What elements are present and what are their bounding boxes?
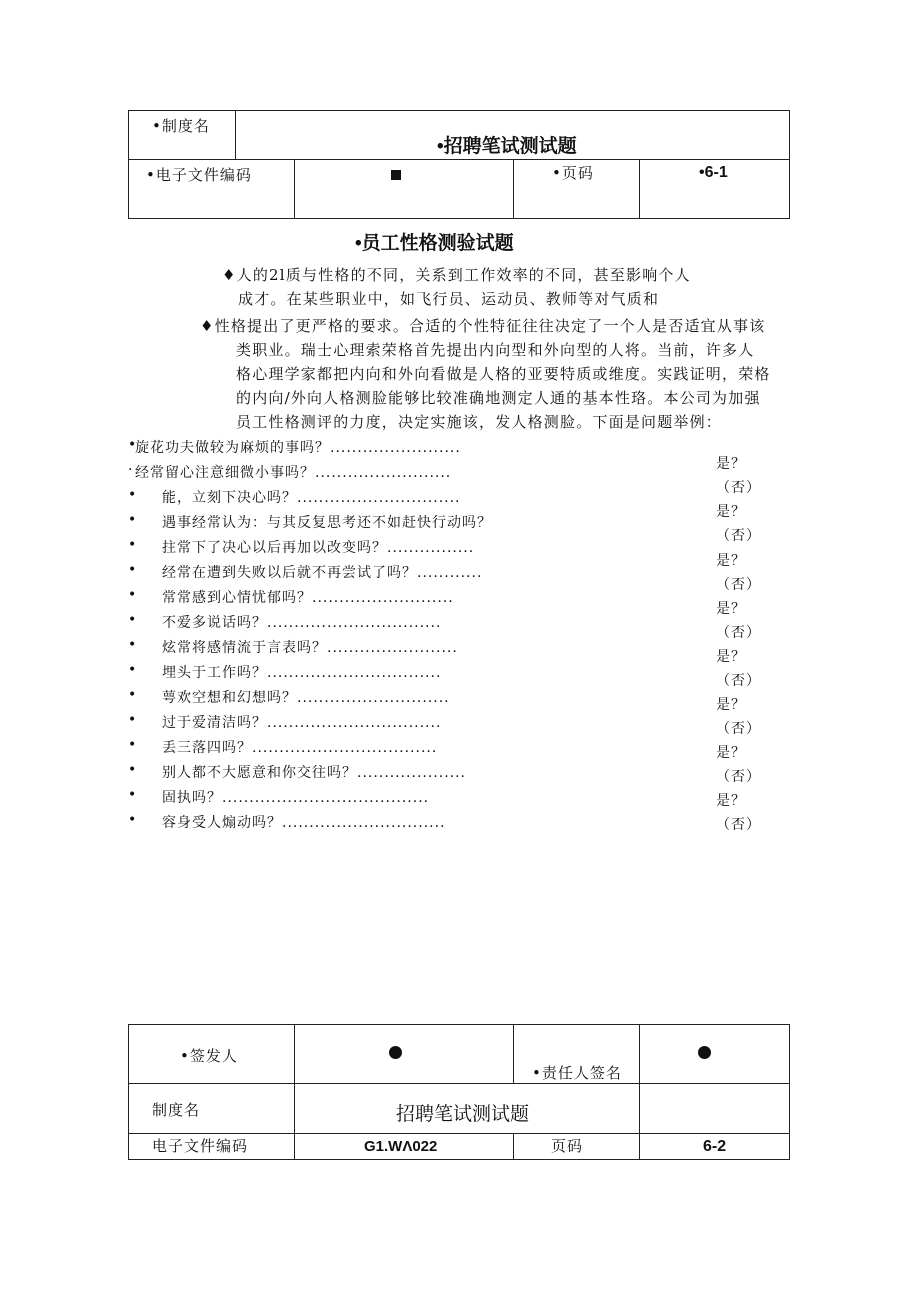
answer-no: （否） bbox=[716, 817, 761, 833]
header-table-divider bbox=[639, 159, 640, 219]
question-bullet: • bbox=[128, 662, 137, 678]
question-bullet: • bbox=[128, 437, 137, 453]
question-bullet: • bbox=[128, 512, 137, 528]
question-bullet: • bbox=[128, 687, 137, 703]
question-text: 拄常下了决心以后再加以改变吗？................ bbox=[162, 540, 475, 556]
page-number-value: •6-1 bbox=[699, 164, 728, 181]
question-text: 丢三落四吗？.................................. bbox=[162, 740, 438, 756]
footer-table-divider bbox=[128, 1133, 790, 1134]
header-table-divider bbox=[513, 159, 514, 219]
question-bullet: • bbox=[128, 637, 137, 653]
question-text: 常常感到心情忧郁吗？.......................... bbox=[162, 590, 454, 606]
page-number-label: •页码 bbox=[552, 164, 594, 182]
question-bullet: • bbox=[128, 787, 137, 803]
policy-title: 招聘笔试测试题 bbox=[396, 1104, 530, 1125]
question-text: 炫常将感情流于言表吗？........................ bbox=[162, 640, 458, 656]
answer-yes: 是？ bbox=[716, 553, 746, 569]
question-bullet: • bbox=[128, 487, 137, 503]
question-text: 旋花功夫做较为麻烦的事吗？........................ bbox=[135, 440, 461, 456]
answer-no: （否） bbox=[716, 769, 761, 785]
page-number-label: 页码 bbox=[551, 1137, 584, 1155]
header-table-divider bbox=[128, 159, 790, 160]
answer-yes: 是？ bbox=[716, 504, 746, 520]
question-bullet: • bbox=[128, 812, 137, 828]
intro-line: 员工性格测评的力度，决定实施该，发人格测脸。下面是问题举例： bbox=[236, 413, 723, 431]
answer-no: （否） bbox=[716, 480, 761, 496]
question-bullet: • bbox=[128, 737, 137, 753]
file-code-label: 电子文件编码 bbox=[152, 1137, 249, 1155]
footer-table-divider bbox=[128, 1083, 790, 1084]
answer-no: （否） bbox=[716, 673, 761, 689]
intro-line: 成才。在某些职业中，如飞行员、运动员、教师等对气质和 bbox=[238, 290, 660, 308]
answer-no: （否） bbox=[716, 721, 761, 737]
answer-yes: 是？ bbox=[716, 456, 746, 472]
question-bullet: • bbox=[128, 587, 137, 603]
question-text: 不爱多说话吗？................................ bbox=[162, 615, 442, 631]
question-bullet: • bbox=[128, 762, 137, 778]
question-bullet: • bbox=[128, 712, 137, 728]
intro-line: 格心理学家都把内向和外向看做是人格的亚要特质或维度。实践证明，荣格 bbox=[236, 365, 771, 383]
footer-table-divider bbox=[294, 1024, 295, 1160]
question-bullet: • bbox=[128, 537, 137, 553]
question-text: 能，立刻下决心吗？.............................. bbox=[162, 490, 461, 506]
question-text: 固执吗？...................................... bbox=[162, 790, 430, 806]
answer-yes: 是？ bbox=[716, 697, 746, 713]
answer-yes: 是？ bbox=[716, 601, 746, 617]
file-code-value: G1.WΛ022 bbox=[364, 1138, 438, 1155]
footer-table-divider bbox=[513, 1133, 514, 1160]
question-bullet: · bbox=[128, 462, 133, 478]
header-table-divider bbox=[294, 159, 295, 219]
footer-table-divider bbox=[513, 1024, 514, 1083]
answer-no: （否） bbox=[716, 625, 761, 641]
question-text: 容身受人煽动吗？.............................. bbox=[162, 815, 446, 831]
footer-table-divider bbox=[639, 1024, 640, 1160]
question-text: 埋头于工作吗？................................ bbox=[162, 665, 442, 681]
page-title: •招聘笔试测试题 bbox=[437, 136, 577, 157]
answer-yes: 是？ bbox=[716, 745, 746, 761]
file-code-square-mark bbox=[391, 170, 401, 180]
answer-no: （否） bbox=[716, 577, 761, 593]
answer-no: （否） bbox=[716, 528, 761, 544]
question-bullet: • bbox=[128, 562, 137, 578]
answer-yes: 是？ bbox=[716, 793, 746, 809]
question-text: 过于爱清洁吗？................................ bbox=[162, 715, 442, 731]
question-bullet: • bbox=[128, 612, 137, 628]
issuer-label: •签发人 bbox=[180, 1047, 238, 1065]
header-table-divider bbox=[235, 110, 236, 159]
intro-line: 的内向/外向人格测脸能够比较准确地测定人通的基本性珞。本公司为加强 bbox=[236, 389, 761, 407]
policy-name-label: •制度名 bbox=[152, 117, 210, 135]
section-title: •员工性格测验试题 bbox=[355, 233, 514, 254]
page-number-value: 6-2 bbox=[703, 1138, 727, 1155]
intro-line: ♦性格提出了更严格的要求。合适的个性特征往往决定了一个人是否适宜从事该 bbox=[200, 317, 766, 335]
question-text: 经常在遭到失败以后就不再尝试了吗？............ bbox=[162, 565, 483, 581]
question-text: 经常留心注意细微小事吗？......................... bbox=[135, 465, 452, 481]
intro-line: 类职业。瑞士心理索荣格首先提出内向型和外向型的人将。当前，许多人 bbox=[236, 341, 755, 359]
question-text: 别人都不大愿意和你交往吗？.................... bbox=[162, 765, 467, 781]
policy-name-label: 制度名 bbox=[152, 1101, 201, 1119]
file-code-label: •电子文件编码 bbox=[146, 166, 252, 184]
responsible-signature-mark bbox=[698, 1046, 711, 1059]
answer-yes: 是？ bbox=[716, 649, 746, 665]
question-text: 遇事经常认为：与其反复思考还不如赶快行动吗？ bbox=[162, 515, 492, 531]
issuer-signature-mark bbox=[389, 1046, 402, 1059]
question-text: 萼欢空想和幻想吗？............................ bbox=[162, 690, 450, 706]
responsible-signature-label: •责任人签名 bbox=[532, 1064, 622, 1082]
intro-line: ♦人的2l质与性格的不同，关系到工作效率的不同，甚至影响个人 bbox=[222, 266, 691, 284]
